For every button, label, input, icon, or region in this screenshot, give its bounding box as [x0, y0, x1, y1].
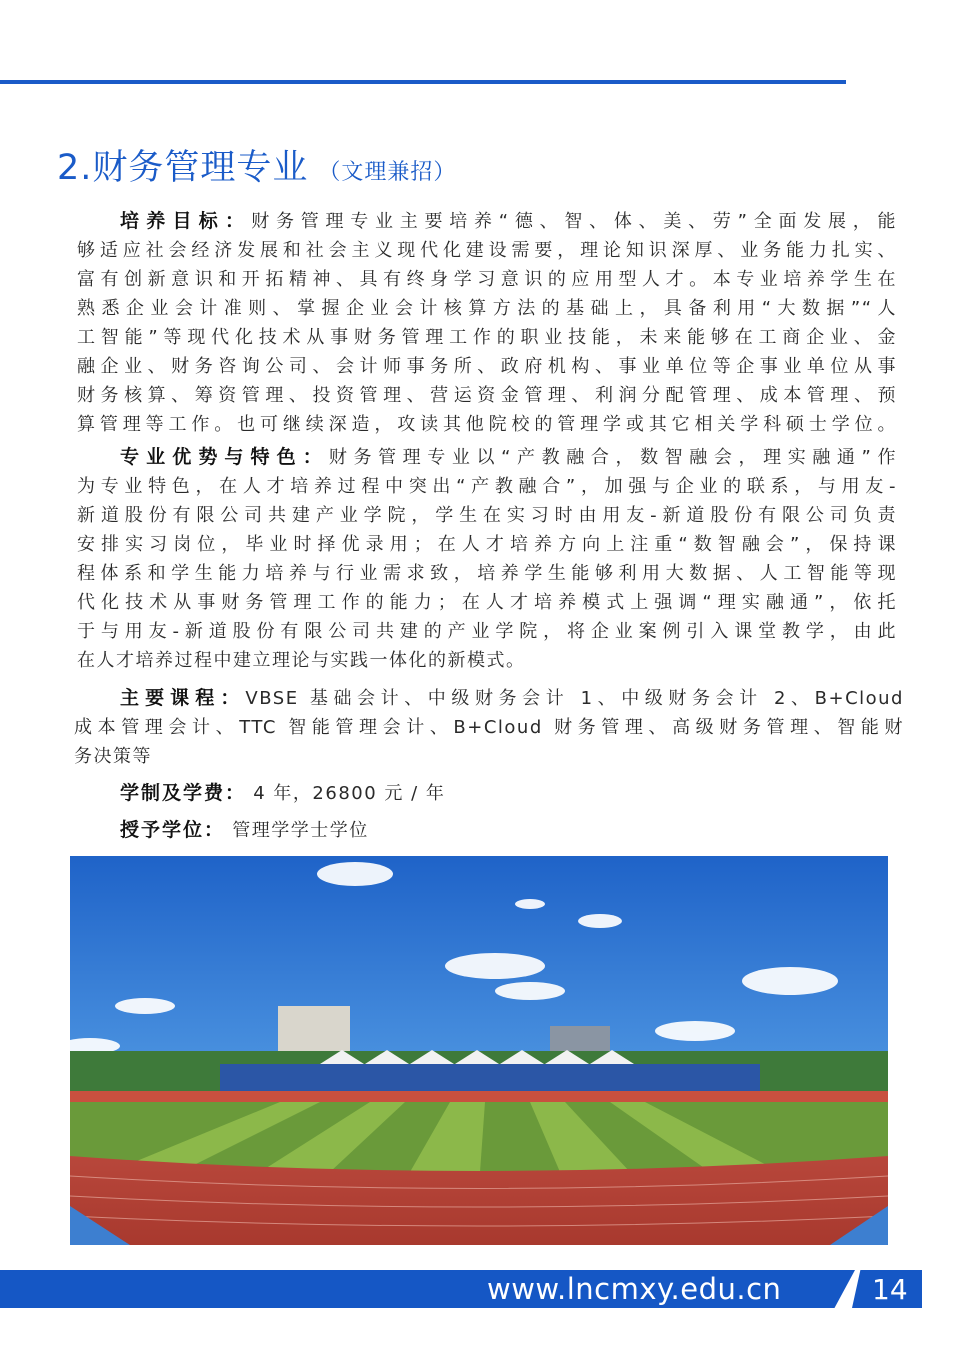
features-line: 安排实习岗位，毕业时择优录用；在人才培养方向上注重“数智融会”，保持课 — [77, 534, 897, 555]
courses-line: 务决策等 — [74, 746, 152, 767]
features-line: 程体系和学生能力培养与行业需求致，培养学生能够利用大数据、人工智能等现 — [77, 563, 897, 584]
website-link[interactable]: www.lncmxy.edu.cn — [487, 1272, 782, 1306]
goal-line: 工智能”等现代化技术从事财务管理工作的职业技能，未来能够在工商企业、金 — [77, 327, 897, 348]
major-subtitle: （文理兼招） — [318, 160, 457, 185]
fees-label: 学制及学费： — [120, 782, 247, 804]
features-line: 财务管理专业以“产教融合，数智融会，理实融通”作 — [328, 447, 897, 468]
section-fees — [77, 779, 897, 808]
section-courses — [74, 684, 904, 771]
degree-value: 管理学学士学位 — [232, 820, 369, 841]
section-degree — [77, 816, 897, 845]
goal-line: 财务核算、筹资管理、投资管理、营运资金管理、利润分配管理、成本管理、预 — [77, 385, 897, 406]
stadium-photo — [70, 856, 888, 1245]
goal-line: 财务管理专业主要培养“德、智、体、美、劳”全面发展，能 — [251, 211, 897, 232]
features-line: 为专业特色，在人才培养过程中突出“产教融合”，加强与企业的联系，与用友- — [77, 476, 897, 497]
section-goal — [77, 207, 897, 439]
courses-label: 主要课程： — [120, 687, 246, 709]
major-title: 2.财务管理专业 — [57, 148, 309, 188]
courses-line: VBSE 基础会计、中级财务会计 1、中级财务会计 2、B+Cloud — [245, 688, 904, 709]
features-label: 专业优势与特色： — [120, 446, 329, 468]
page-title — [57, 140, 456, 190]
features-line: 于与用友-新道股份有限公司共建的产业学院，将企业案例引入课堂教学，由此 — [77, 621, 897, 642]
features-line: 在人才培养过程中建立理论与实践一体化的新模式。 — [77, 650, 526, 671]
courses-line: 成本管理会计、TTC 智能管理会计、B+Cloud 财务管理、高级财务管理、智能财 — [74, 717, 904, 738]
fees-value: 4 年，26800 元 / 年 — [253, 783, 446, 804]
features-line: 新道股份有限公司共建产业学院，学生在实习时由用友-新道股份有限公司负责 — [77, 505, 897, 526]
section-features — [77, 443, 897, 675]
features-line: 代化技术从事财务管理工作的能力；在人才培养模式上强调“理实融通”，依托 — [77, 592, 897, 613]
goal-line: 熟悉企业会计准则、掌握企业会计核算方法的基础上，具备利用“大数据”“人 — [77, 298, 897, 319]
page-number: 14 — [872, 1273, 908, 1306]
goal-line: 融企业、财务咨询公司、会计师事务所、政府机构、事业单位等企事业单位从事 — [77, 356, 897, 377]
goal-line: 算管理等工作。也可继续深造，攻读其他院校的管理学或其它相关学科硕士学位。 — [77, 414, 897, 435]
page-footer — [0, 1270, 922, 1308]
goal-line: 富有创新意识和开拓精神、具有终身学习意识的应用型人才。本专业培养学生在 — [77, 269, 897, 290]
goal-label: 培养目标： — [120, 210, 252, 232]
goal-line: 够适应社会经济发展和社会主义现代化建设需要，理论知识深厚、业务能力扎实、 — [77, 240, 897, 261]
degree-label: 授予学位： — [120, 819, 226, 841]
top-rule — [0, 80, 846, 84]
